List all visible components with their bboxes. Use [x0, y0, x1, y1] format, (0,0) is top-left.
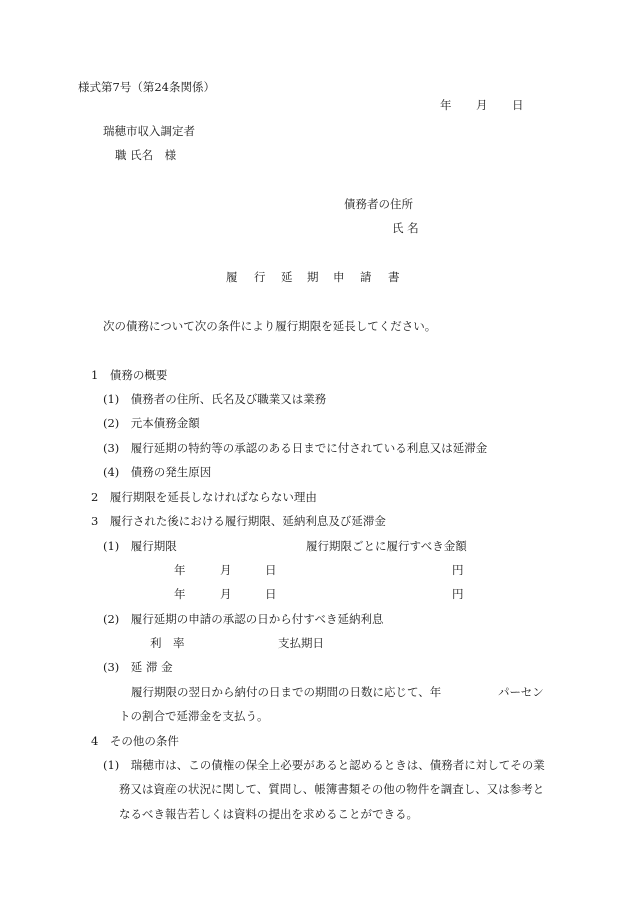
title-char: 行 [254, 270, 266, 284]
addressee-title: 職 氏名 様 [115, 148, 177, 162]
title-char: 書 [388, 270, 400, 284]
row-month: 月 [220, 563, 232, 577]
section1-item: (4) 債務の発生原因 [103, 465, 212, 479]
title-char: 履 [226, 270, 238, 284]
section1-heading: 1 債務の概要 [91, 368, 168, 382]
rate-label: 利 率 [150, 636, 185, 650]
payment-date-label: 支払期日 [278, 636, 324, 650]
section4-item1-line3: なるべき報告若しくは資料の提出を求めることができる。 [119, 807, 418, 821]
title-char: 延 [281, 270, 293, 284]
title-char: 申 [333, 270, 345, 284]
section4-item1-line2: 務又は資産の状況に関して、質問し、帳簿書類その他の物件を調査し、又は参考と [119, 782, 545, 796]
section4-heading: 4 その他の条件 [91, 734, 179, 748]
penalty-text-line2: トの割合で延滞金を支払う。 [119, 709, 269, 723]
section2-heading: 2 履行期限を延長しなければならない理由 [91, 490, 317, 504]
row-day: 日 [265, 563, 277, 577]
date-year-label: 年 [440, 98, 452, 112]
row-day: 日 [265, 587, 277, 601]
row-year: 年 [174, 587, 186, 601]
title-char: 期 [307, 270, 319, 284]
section3-item2-label: (2) 履行延期の申請の承認の日から付すべき延納利息 [103, 612, 384, 626]
section1-item: (2) 元本債務金額 [103, 416, 200, 430]
intro-text: 次の債務について次の条件により履行期限を延長してください。 [103, 319, 437, 333]
section3-heading: 3 履行された後における履行期限、延納利息及び延滞金 [91, 514, 386, 528]
penalty-text-line1-end: パーセン [498, 685, 544, 699]
section3-item1-label: (1) 履行期限 [103, 539, 177, 553]
debtor-address-label: 債務者の住所 [344, 197, 413, 211]
title-char: 請 [360, 270, 372, 284]
section3-item3-label: (3) 延 滞 金 [103, 660, 173, 674]
row-yen: 円 [452, 587, 464, 601]
date-month-label: 月 [476, 98, 488, 112]
form-number: 様式第7号（第24条関係） [78, 80, 215, 94]
penalty-text-line1: 履行期限の翌日から納付の日までの期間の日数に応じて、年 [131, 685, 442, 699]
addressee-org: 瑞穂市収入調定者 [103, 124, 195, 138]
debtor-name-label: 氏 名 [392, 221, 419, 235]
section1-item: (1) 債務者の住所、氏名及び職業又は業務 [103, 392, 327, 406]
row-yen: 円 [452, 563, 464, 577]
section4-item1-line1: (1) 瑞穂市は、この債権の保全上必要があると認めるときは、債務者に対してその業 [103, 758, 545, 772]
date-day-label: 日 [512, 98, 524, 112]
row-month: 月 [220, 587, 232, 601]
section1-item: (3) 履行延期の特約等の承認のある日までに付されている利息又は延滞金 [103, 441, 488, 455]
section3-item1-amount-header: 履行期限ごとに履行すべき金額 [306, 539, 467, 553]
row-year: 年 [174, 563, 186, 577]
